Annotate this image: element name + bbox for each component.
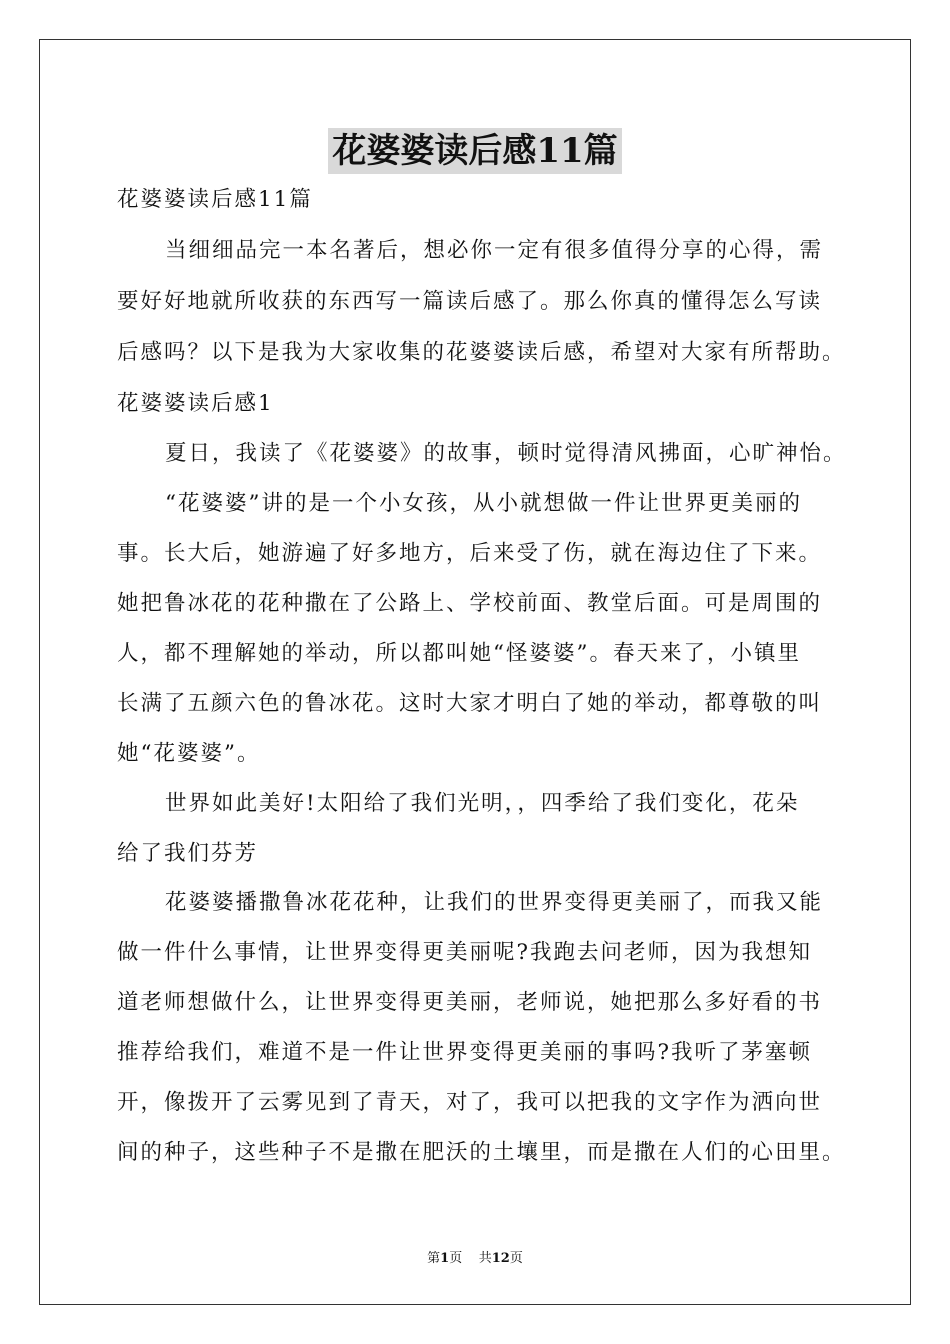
body-line-13: 给了我们芬芳 — [117, 841, 259, 866]
body-line-18: 开，像拨开了云雾见到了青天，对了，我可以把我的文字作为洒向世 — [117, 1090, 823, 1115]
body-line-15: 做一件什么事情，让世界变得更美丽呢?我跑去问老师，因为我想知 — [117, 940, 813, 965]
body-line-16: 道老师想做什么，让世界变得更美丽，老师说，她把那么多好看的书 — [117, 990, 823, 1015]
subtitle-line: 花婆婆读后感11篇 — [117, 187, 313, 212]
total-unit: 页 — [509, 1251, 523, 1266]
page-unit: 页 — [449, 1251, 463, 1266]
page-footer — [0, 1247, 950, 1266]
body-line-3: 后感吗？以下是我为大家收集的花婆婆读后感，希望对大家有所帮助。 — [117, 340, 846, 365]
total-prefix: 共 — [478, 1251, 492, 1266]
body-line-6: “花婆婆”讲的是一个小女孩，从小就想做一件让世界更美丽的 — [165, 491, 802, 516]
current-page-number: 1 — [440, 1251, 450, 1266]
title-container — [0, 128, 950, 174]
body-line-1: 当细细品完一本名著后，想必你一定有很多值得分享的心得，需 — [165, 238, 824, 263]
body-line-11: 她“花婆婆”。 — [117, 741, 261, 766]
total-pages-number: 12 — [491, 1251, 510, 1266]
body-line-5: 夏日，我读了《花婆婆》的故事，顿时觉得清风拂面，心旷神怡。 — [165, 441, 847, 466]
body-line-12: 世界如此美好!太阳给了我们光明，，四季给了我们变化，花朵 — [165, 791, 800, 816]
body-line-19: 间的种子，这些种子不是撒在肥沃的土壤里，而是撒在人们的心田里。 — [117, 1140, 846, 1165]
section-heading: 花婆婆读后感1 — [117, 391, 274, 416]
body-line-17: 推荐给我们，难道不是一件让世界变得更美丽的事吗?我听了茅塞顿 — [117, 1040, 813, 1065]
page-prefix: 第 — [427, 1251, 441, 1266]
document-title: 花婆婆读后感11篇 — [328, 128, 621, 174]
body-line-7: 事。长大后，她游遍了好多地方，后来受了伤，就在海边住了下来。 — [117, 541, 823, 566]
body-line-2: 要好好地就所收获的东西写一篇读后感了。那么你真的懂得怎么写读 — [117, 289, 823, 314]
body-line-14: 花婆婆播撒鲁冰花花种，让我们的世界变得更美丽了，而我又能 — [165, 890, 824, 915]
body-line-8: 她把鲁冰花的花种撒在了公路上、学校前面、教堂后面。可是周围的 — [117, 591, 823, 616]
body-line-9: 人，都不理解她的举动，所以都叫她“怪婆婆”。春天来了，小镇里 — [117, 641, 801, 666]
body-line-10: 长满了五颜六色的鲁冰花。这时大家才明白了她的举动，都尊敬的叫 — [117, 691, 823, 716]
